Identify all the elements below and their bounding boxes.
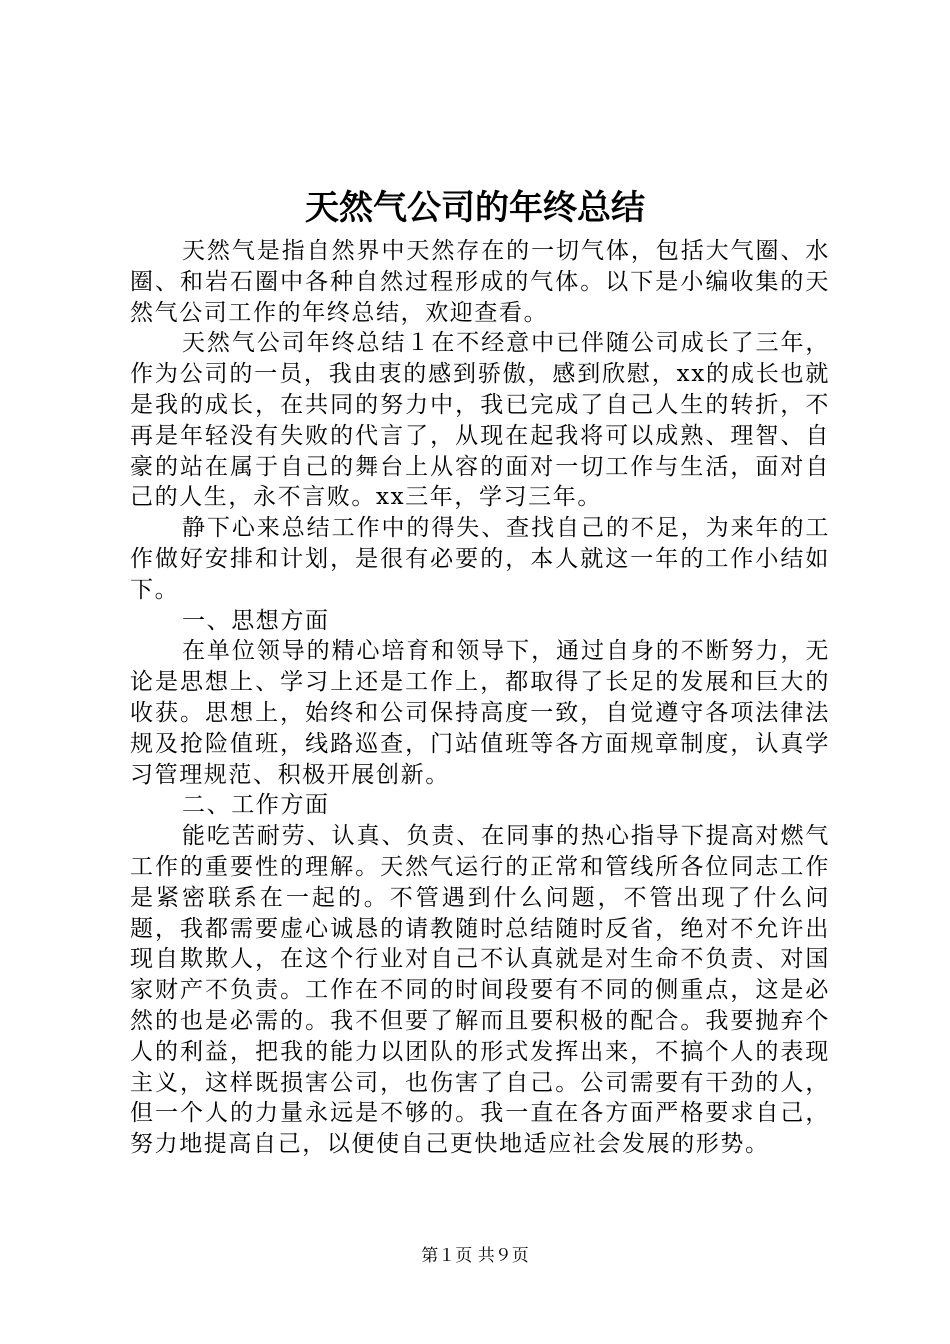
page-title: 天然气公司的年终总结 <box>305 188 645 228</box>
section-heading-work: 二、工作方面 <box>182 792 330 819</box>
section-heading-thought: 一、思想方面 <box>182 607 330 634</box>
thought-paragraph: 在单位领导的精心培育和领导下，通过自身的不断努力，无论是思想上、学习上还是工作上，都取得了长足的发展和巨大的收获。思想上，始终和公司保持高度一致，自觉遵守各项法律法规及抢险值班，线路巡查，门站值班等各方面规章制度，认真学习管理规范、积极开展创新。 <box>130 638 830 788</box>
summary-one-paragraph: 天然气公司年终总结１在不经意中已伴随公司成长了三年，作为公司的一员，我由衷的感到骄傲，感到欣慰，xx的成长也就是我的成长，在共同的努力中，我已完成了自己人生的转折，不再是年轻没有失败的代言了，从现在起我将可以成熟、理智、自豪的站在属于自己的舞台上从容的面对一切工作与生活，面对自己的人生，永不言败。xx三年，学习三年。 <box>130 330 830 511</box>
reflection-paragraph: 静下心来总结工作中的得失、查找自己的不足，为来年的工作做好安排和计划，是很有必要的，本人就这一年的工作小结如下。 <box>130 515 830 603</box>
document-body <box>130 236 830 1160</box>
page-number-footer: 第１页 共９页 <box>421 1246 529 1266</box>
intro-paragraph: 天然气是指自然界中天然存在的一切气体，包括大气圈、水圈、和岩石圈中各种自然过程形成的气体。以下是小编收集的天然气公司工作的年终总结，欢迎查看。 <box>130 238 830 326</box>
work-paragraph: 能吃苦耐劳、认真、负责、在同事的热心指导下提高对燃气工作的重要性的理解。天然气运行的正常和管线所各位同志工作是紧密联系在一起的。不管遇到什么问题，不管出现了什么问题，我都需要虚心诚恳的请教随时总结随时反省，绝对不允许出现自欺欺人，在这个行业对自己不认真就是对生命不负责、对国家财产不负责。工作在不同的时间段要有不同的侧重点，这是必然的也是必需的。我不但要了解而且要积极的配合。我要抛弃个人的利益，把我的能力以团队的形式发挥出来，不搞个人的表现主义，这样既损害公司，也伤害了自己。公司需要有干劲的人，但一个人的力量永远是不够的。我一直在各方面严格要求自己，努力地提高自己，以便使自己更快地适应社会发展的形势。 <box>130 823 830 1158</box>
